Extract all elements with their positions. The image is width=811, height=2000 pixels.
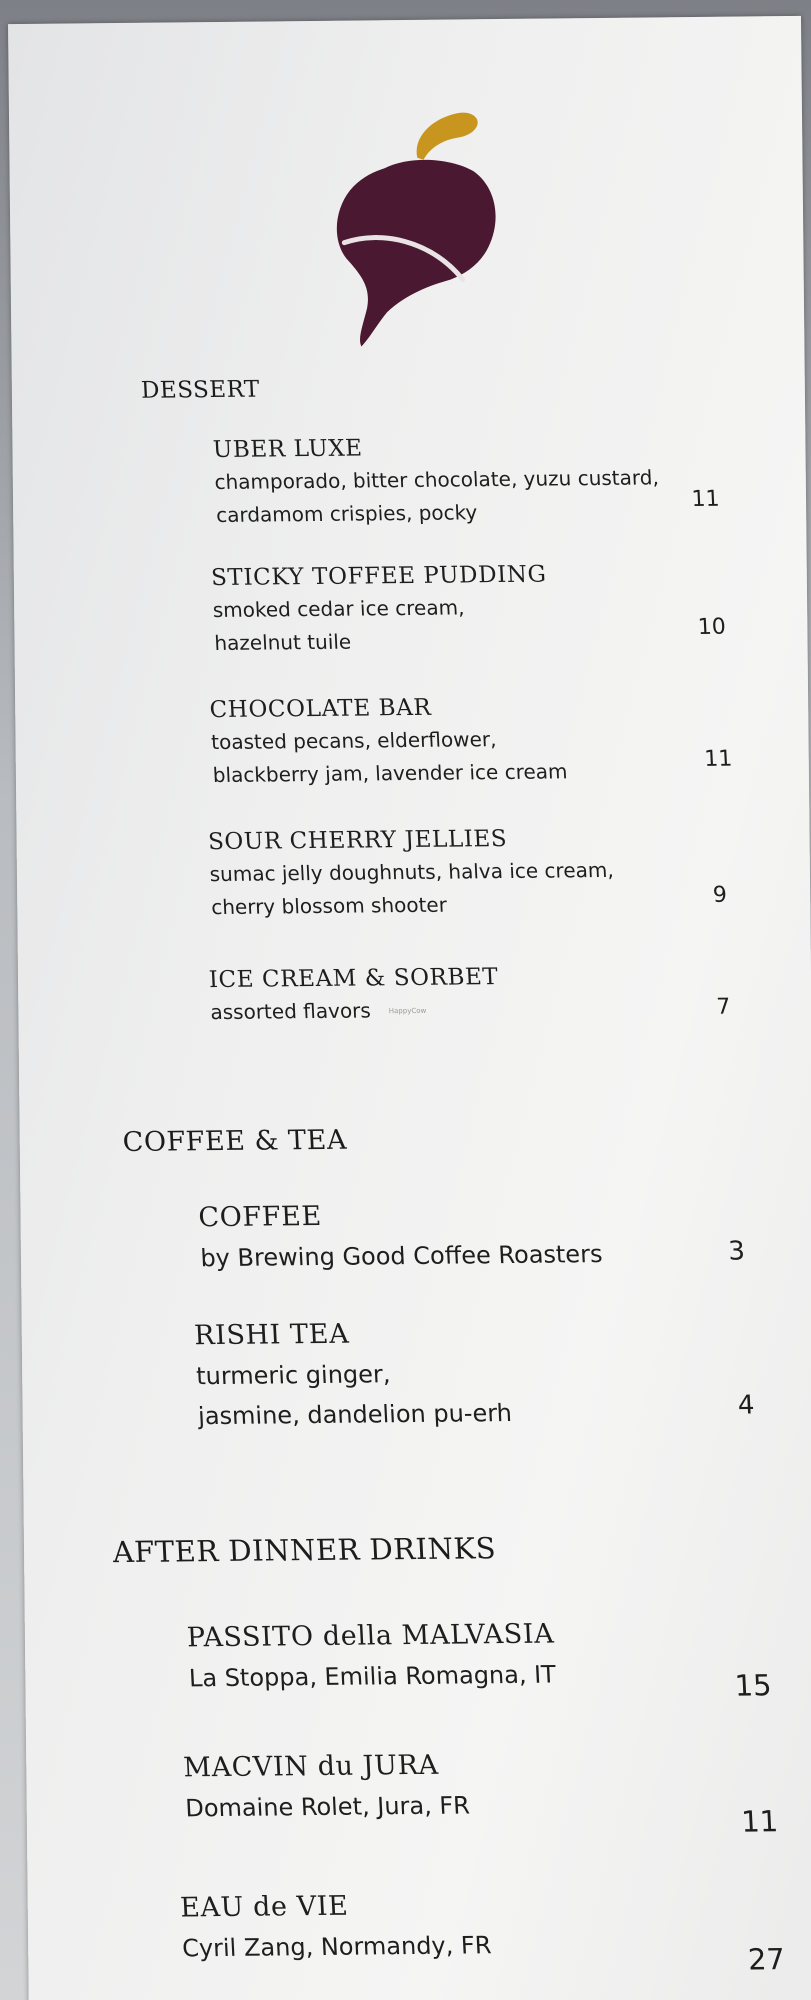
item-name: STICKY TOFFEE PUDDING <box>210 561 548 592</box>
item-description-text: assorted flavors <box>209 998 372 1025</box>
item-price: 4 <box>737 1390 756 1421</box>
item-description: toasted pecans, elderflower, <box>210 727 497 755</box>
menu-item-macvin-du-jura <box>182 1745 470 1828</box>
item-description: turmeric ginger, <box>195 1360 392 1391</box>
item-description <box>210 993 501 1030</box>
section-heading-dessert: DESSERT <box>140 376 261 404</box>
item-name: EAU de VIE <box>179 1890 350 1924</box>
item-name: PASSITO della MALVASIA <box>186 1618 555 1654</box>
item-description: Domaine Rolet, Jura, FR <box>184 1791 471 1823</box>
item-name: CHOCOLATE BAR <box>209 694 432 724</box>
section-heading-coffee-tea: COFFEE & TEA <box>121 1124 348 1159</box>
item-price: 10 <box>697 614 727 640</box>
item-description: sumac jelly doughnuts, halva ice cream, <box>209 857 615 887</box>
item-description: cardamom crispies, pocky <box>215 500 478 527</box>
menu-item-sticky-toffee-pudding <box>210 559 550 660</box>
item-description: jasmine, dandelion pu-erh <box>197 1398 513 1431</box>
item-name: RISHI TEA <box>193 1318 350 1352</box>
item-name: UBER LUXE <box>212 435 364 464</box>
menu-card <box>8 16 811 2000</box>
menu-item-rishi-tea <box>193 1313 513 1436</box>
item-price: 3 <box>727 1236 746 1267</box>
item-description: cherry blossom shooter <box>210 892 448 920</box>
section-heading-after-dinner-drinks: AFTER DINNER DRINKS <box>111 1531 497 1570</box>
menu-item-ice-cream-sorbet <box>208 961 501 1030</box>
item-price: 9 <box>712 882 728 908</box>
menu-item-coffee <box>198 1194 604 1278</box>
item-name: ICE CREAM & SORBET <box>208 964 499 994</box>
item-name: COFFEE <box>197 1200 323 1234</box>
item-description: blackberry jam, lavender ice cream <box>212 759 569 788</box>
item-description: champorado, bitter chocolate, yuzu custard, <box>213 465 660 495</box>
menu-item-uber-luxe <box>212 429 661 532</box>
item-description: by Brewing Good Coffee Roasters <box>199 1240 604 1273</box>
menu-item-passito-della-malvasia <box>186 1615 557 1699</box>
item-price: 15 <box>733 1668 773 1703</box>
item-price: 11 <box>740 1804 779 1839</box>
item-description: smoked cedar ice cream, <box>212 595 465 623</box>
item-name: MACVIN du JURA <box>182 1749 440 1784</box>
menu-content <box>8 16 811 2000</box>
menu-item-eau-de-vie <box>179 1885 492 1968</box>
item-name: SOUR CHERRY JELLIES <box>207 825 508 856</box>
item-description: hazelnut tuile <box>213 629 352 656</box>
menu-item-chocolate-bar <box>209 690 568 792</box>
item-price: 27 <box>747 1942 786 1977</box>
watermark: HappyCow <box>388 1006 427 1016</box>
item-description: La Stoppa, Emilia Romagna, IT <box>188 1660 557 1693</box>
item-description: Cyril Zang, Normandy, FR <box>181 1931 493 1963</box>
item-price: 11 <box>690 486 721 513</box>
menu-item-sour-cherry-jellies <box>207 822 616 924</box>
item-price: 11 <box>703 746 733 772</box>
item-price: 7 <box>715 994 732 1020</box>
